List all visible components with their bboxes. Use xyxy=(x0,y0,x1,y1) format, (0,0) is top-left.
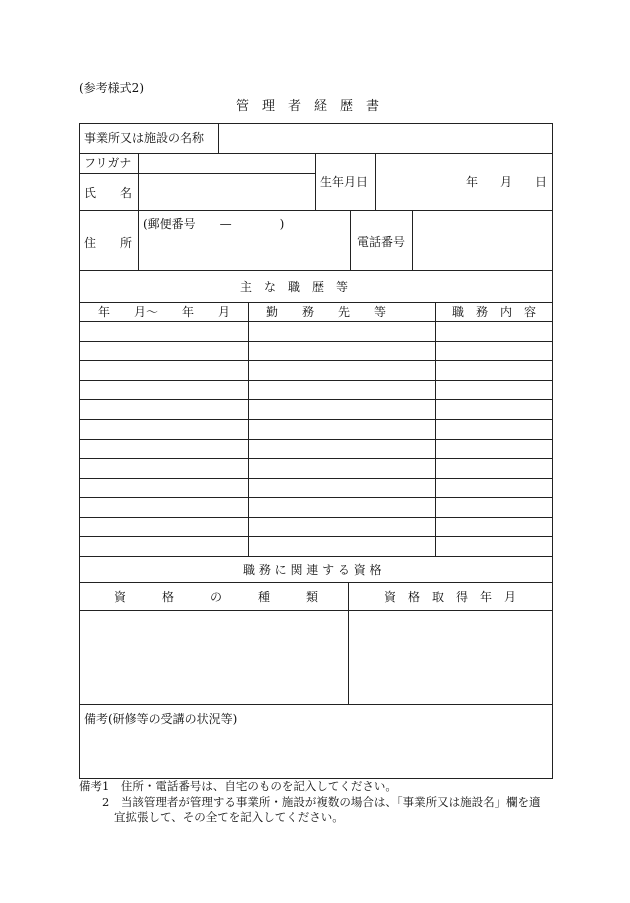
qualifications-heading: 職 務 に 関 連 す る 資 格 xyxy=(243,563,382,577)
table-row[interactable] xyxy=(80,537,552,556)
note-1: 備考1 住所・電話番号は、自宅のものを記入してください。 xyxy=(79,779,397,793)
table-row[interactable] xyxy=(80,459,552,478)
address-field[interactable] xyxy=(139,211,350,270)
qualification-date-field[interactable] xyxy=(349,611,552,704)
table-row[interactable] xyxy=(80,381,552,400)
address-label: 住 所 xyxy=(84,236,133,250)
qualification-type-header: 資 格 の 種 類 xyxy=(114,590,319,604)
note-2-continued: 宜拡張して、その全てを記入してください。 xyxy=(114,810,344,824)
career-col-period: 年 月～ 年 月 xyxy=(98,305,231,319)
remarks-label: 備考(研修等の受講の状況等) xyxy=(84,712,238,726)
furigana-field[interactable] xyxy=(139,154,315,173)
table-row[interactable] xyxy=(80,518,552,537)
table-row[interactable] xyxy=(80,498,552,517)
birthdate-label: 生年月日 xyxy=(320,175,369,189)
phone-field[interactable] xyxy=(413,211,552,270)
table-row[interactable] xyxy=(80,479,552,498)
birthdate-field[interactable] xyxy=(376,154,552,210)
facility-name-label: 事業所又は施設の名称 xyxy=(84,131,205,145)
table-row[interactable] xyxy=(80,322,552,341)
furigana-label: フリガナ xyxy=(84,156,132,170)
career-col-duties: 職 務 内 容 xyxy=(452,305,537,319)
career-col-employer: 勤 務 先 等 xyxy=(266,305,387,319)
table-row[interactable] xyxy=(80,400,552,419)
facility-name-field[interactable] xyxy=(219,124,552,153)
birth-day-unit: 日 xyxy=(535,175,548,189)
table-row[interactable] xyxy=(80,440,552,459)
postal-code-label: (郵便番号 — ) xyxy=(143,217,285,231)
form-label: (参考様式2) xyxy=(79,81,144,95)
career-heading: 主 な 職 歴 等 xyxy=(240,280,349,294)
birth-year-unit: 年 xyxy=(466,175,479,189)
birth-month-unit: 月 xyxy=(500,175,513,189)
qualification-date-header: 資 格 取 得 年 月 xyxy=(384,590,517,604)
qualification-type-field[interactable] xyxy=(80,611,348,704)
page-title: 管 理 者 経 歴 書 xyxy=(236,99,380,114)
table-row[interactable] xyxy=(80,361,552,380)
note-2: 2 当該管理者が管理する事業所・施設が複数の場合は、「事業所又は施設名」欄を適 xyxy=(102,795,541,809)
name-field[interactable] xyxy=(139,174,315,210)
phone-label: 電話番号 xyxy=(357,235,406,249)
table-row[interactable] xyxy=(80,342,552,361)
name-label: 氏 名 xyxy=(84,186,133,200)
remarks-field[interactable] xyxy=(80,728,552,778)
table-row[interactable] xyxy=(80,420,552,439)
